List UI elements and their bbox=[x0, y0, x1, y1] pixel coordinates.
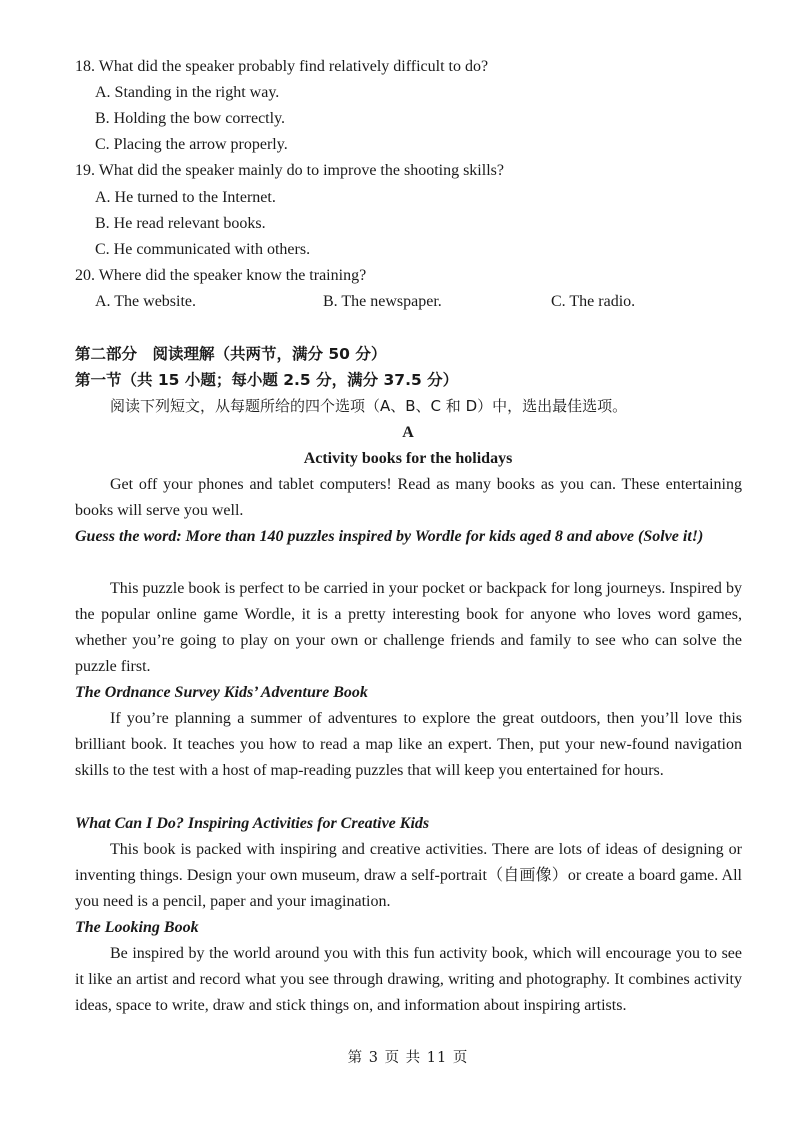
question-20-stem: 20. Where did the speaker know the training? bbox=[75, 267, 367, 284]
book-4-body bbox=[75, 941, 742, 1019]
section1-instruction: 阅读下列短文，从每题所给的四个选项（A、B、C 和 D）中，选出最佳选项。 bbox=[110, 397, 628, 415]
question-18-option-b: B. Holding the bow correctly. bbox=[95, 110, 286, 127]
question-19-option-a: A. He turned to the Internet. bbox=[95, 189, 276, 206]
book-1-body bbox=[75, 576, 742, 680]
question-19-option-b: B. He read relevant books. bbox=[95, 215, 266, 232]
question-18-option-a: A. Standing in the right way. bbox=[95, 84, 280, 101]
intro-text: Get off your phones and tablet computers! Read as many books as you can. These entertaining books will serve you well. bbox=[75, 476, 742, 520]
book-4-text: Be inspired by the world around you with this fun activity book, which will encourage you to see it like an artist and record what you see through drawing, writing and photography. It combines activity ideas, space to write, draw and stick things on, and information about inspiring artists. bbox=[75, 945, 742, 1015]
question-18-stem: 18. What did the speaker probably find relatively difficult to do? bbox=[75, 58, 489, 75]
question-19-option-c: C. He communicated with others. bbox=[95, 241, 311, 258]
question-20-option-c: C. The radio. bbox=[551, 293, 636, 310]
section1-title: 第一节（共 15 小题；每小题 2.5 分，满分 37.5 分） bbox=[75, 371, 459, 389]
book-2-body bbox=[75, 706, 742, 784]
question-20-option-b: B. The newspaper. bbox=[323, 293, 442, 310]
book-3-text: This book is packed with inspiring and creative activities. There are lots of ideas of designing or inventing things. Design your own museum, draw a self-portrait（自画像）or create a board game. All you need is a pencil, paper and your imagination. bbox=[75, 841, 742, 911]
question-19-stem: 19. What did the speaker mainly do to improve the shooting skills? bbox=[75, 162, 504, 179]
question-20-option-a: A. The website. bbox=[95, 293, 197, 310]
book-2-heading: The Ordnance Survey Kids’ Adventure Book bbox=[75, 684, 368, 701]
book-1-heading: Guess the word: More than 140 puzzles inspired by Wordle for kids aged 8 and above (Solve it!) bbox=[75, 528, 704, 545]
book-2-text: If you’re planning a summer of adventures to explore the great outdoors, then you’ll love this brilliant book. It teaches you how to read a map like an expert. Then, put your new-found navigation skills to the test with a host of map-reading puzzles that will keep you entertained for hours. bbox=[75, 710, 742, 780]
question-18-option-c: C. Placing the arrow properly. bbox=[95, 136, 288, 153]
book-1-text: This puzzle book is perfect to be carried in your pocket or backpack for long journeys. Inspired by the popular online game Wordle, it is a pretty interesting book for anyone who loves word games, whether you’re going to play on your own or challenge friends and family to see who can solve the puzzle first. bbox=[75, 580, 742, 676]
passage-letter: A bbox=[402, 424, 414, 441]
book-3-heading: What Can I Do? Inspiring Activities for Creative Kids bbox=[75, 815, 430, 832]
book-4-heading: The Looking Book bbox=[75, 919, 199, 936]
page-footer: 第 3 页 共 11 页 bbox=[347, 1050, 469, 1066]
book-3-body bbox=[75, 837, 742, 915]
passage-title: Activity books for the holidays bbox=[303, 450, 513, 467]
part2-title: 第二部分 阅读理解（共两节，满分 50 分） bbox=[75, 345, 387, 363]
passage-intro bbox=[75, 472, 742, 524]
